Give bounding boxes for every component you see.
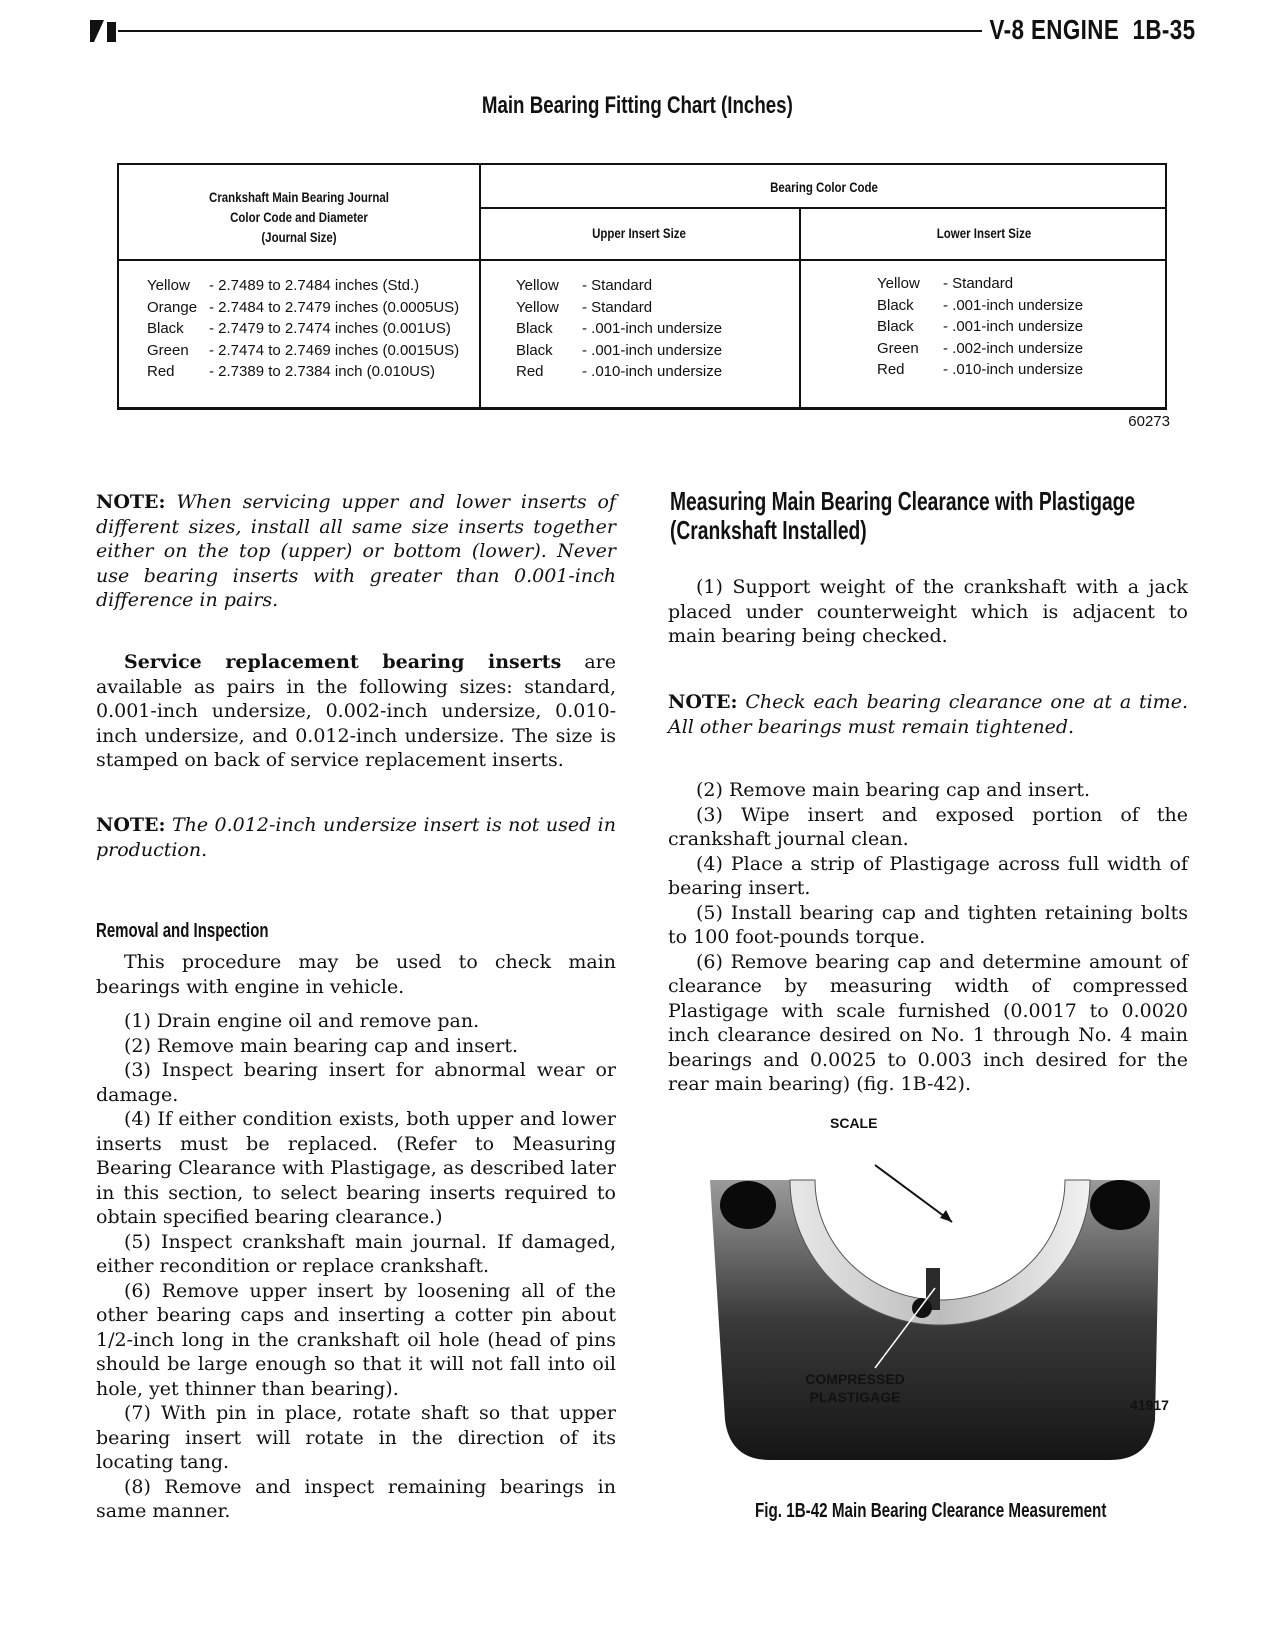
table-row: Black - .001-inch undersize <box>516 320 723 337</box>
table-header-lower-insert: Lower Insert Size <box>936 225 1032 241</box>
table-row: Red - 2.7389 to 2.7384 inch (0.010US) <box>147 363 435 380</box>
upper-insert-column <box>516 275 722 383</box>
bearing-clearance-figure <box>690 1115 1190 1490</box>
procedure-step: (2) Remove main bearing cap and insert. <box>696 779 1091 801</box>
note-one-at-a-time: NOTE: Check each bearing clearance one at a time. All other bearings must remain tightened. <box>668 691 1188 738</box>
procedure-step: (3) Wipe insert and exposed portion of the crankshaft journal clean. <box>668 803 1188 850</box>
procedure-step: (8) Remove and inspect remaining bearings in same manner. <box>96 1475 616 1522</box>
procedure-step: (1) Drain engine oil and remove pan. <box>124 1010 480 1032</box>
figure-label-scale: SCALE <box>830 1115 878 1131</box>
table-row: Orange - 2.7484 to 2.7479 inches (0.0005US) <box>147 298 460 316</box>
procedure-intro: This procedure may be used to check main bearings with engine in vehicle. <box>96 951 616 998</box>
table-row: Red - .010-inch undersize <box>516 363 723 380</box>
service-replacement-paragraph: Service replacement bearing inserts are available as pairs in the following sizes: standard, 0.001-inch undersize, 0.002-inch undersize, 0.010-inch undersize, and 0.012-inch undersize. The size is stamped on back of service replacement inserts. <box>96 651 616 771</box>
lower-insert-column <box>877 273 1083 381</box>
plastigage-procedure <box>668 778 1188 1097</box>
procedure-step: (5) Inspect crankshaft main journal. If damaged, either recondition or replace crankshaft. <box>96 1230 616 1277</box>
table-row: Green - .002-inch undersize <box>877 339 1084 357</box>
procedure-step: (7) With pin in place, rotate shaft so that upper bearing insert will rotate in the direction of its locating tang. <box>96 1402 616 1473</box>
chart-reference-number: 60273 <box>1128 413 1170 430</box>
manufacturer-logo-icon <box>90 20 118 42</box>
table-row: Yellow - Standard <box>516 298 653 316</box>
table-header-upper-insert: Upper Insert Size <box>592 225 686 241</box>
procedure-step: (5) Install bearing cap and tighten retaining bolts to 100 foot-pounds torque. <box>668 901 1188 948</box>
table-row: Yellow - 2.7489 to 2.7484 inches (Std.) <box>147 277 420 294</box>
procedure-step: (3) Inspect bearing insert for abnormal wear or damage. <box>96 1059 616 1106</box>
page-header <box>989 14 1195 46</box>
header-page-number: 1B-35 <box>1131 14 1195 45</box>
bearing-fitting-table <box>117 163 1167 410</box>
procedure-step: (2) Remove main bearing cap and insert. <box>124 1034 519 1057</box>
chart-title: Main Bearing Fitting Chart (Inches) <box>482 92 793 119</box>
table-row: Green - 2.7474 to 2.7469 inches (0.0015US) <box>147 341 460 359</box>
procedure-step: (6) Remove bearing cap and determine amount of clearance by measuring width of compressed Plastigage with scale furnished (0.0017 to 0.0020 inch clearance desired on No. 1 through No. 4 main bearings and 0.0025 to 0.003 inch desired for the rear main bearing) (fig. 1B-42). <box>668 950 1188 1095</box>
table-header-journal: Crankshaft Main Bearing Journal Color Code and Diameter (Journal Size) <box>209 189 389 245</box>
journal-column <box>147 275 459 383</box>
table-row: Black - .001-inch undersize <box>877 296 1084 314</box>
table-row: Black - .001-inch undersize <box>877 318 1084 335</box>
table-header-bearing-color-code: Bearing Color Code <box>770 179 878 195</box>
table-row: Black - .001-inch undersize <box>516 341 723 359</box>
table-row: Yellow - Standard <box>877 275 1014 292</box>
figure-reference-number: 41917 <box>1130 1397 1169 1413</box>
procedure-step: (6) Remove upper insert by loosening all of the other bearing caps and inserting a cotter pin about 1/2-inch long in the crankshaft oil hole (head of pins should be large enough so that it will not fall into oil hole, yet thinner than bearing). <box>96 1279 616 1400</box>
removal-procedure <box>96 950 616 1524</box>
table-row: Black - 2.7479 to 2.7474 inches (0.001US) <box>147 320 451 337</box>
procedure-step: (4) If either condition exists, both upper and lower inserts must be replaced. (Refer to Measuring Bearing Clearance with Plastigage, as described later in this section, to select bearing inserts required to obtain specified bearing clearance.) <box>96 1108 616 1228</box>
header-rule <box>118 30 982 32</box>
figure-label-compressed-plastigage: COMPRESSED PLASTIGAGE <box>805 1371 905 1405</box>
procedure-step: (4) Place a strip of Plastigage across full width of bearing insert. <box>668 852 1188 899</box>
note-undersize: NOTE: The 0.012-inch undersize insert is not used in production. <box>96 814 616 861</box>
note-inserts: NOTE: When servicing upper and lower inserts of different sizes, install all same size inserts together either on the top (upper) or bottom (lower). Never use bearing inserts with greater than 0.001-inch difference in pairs. <box>96 491 616 611</box>
plastigage-step-1: (1) Support weight of the crankshaft with a jack placed under counterweight which is adjacent to main bearing being checked. <box>668 576 1188 647</box>
bearing-cap-illustration <box>690 1160 1190 1490</box>
removal-inspection-heading: Removal and Inspection <box>96 920 269 942</box>
figure-caption: Fig. 1B-42 Main Bearing Clearance Measurement <box>755 1500 1107 1522</box>
table-row: Red - .010-inch undersize <box>877 361 1084 378</box>
plastigage-section-heading: Measuring Main Bearing Clearance with Plastigage (Crankshaft Installed) <box>670 486 1136 545</box>
table-row: Yellow - Standard <box>516 277 653 294</box>
header-section: V-8 ENGINE <box>989 14 1119 45</box>
